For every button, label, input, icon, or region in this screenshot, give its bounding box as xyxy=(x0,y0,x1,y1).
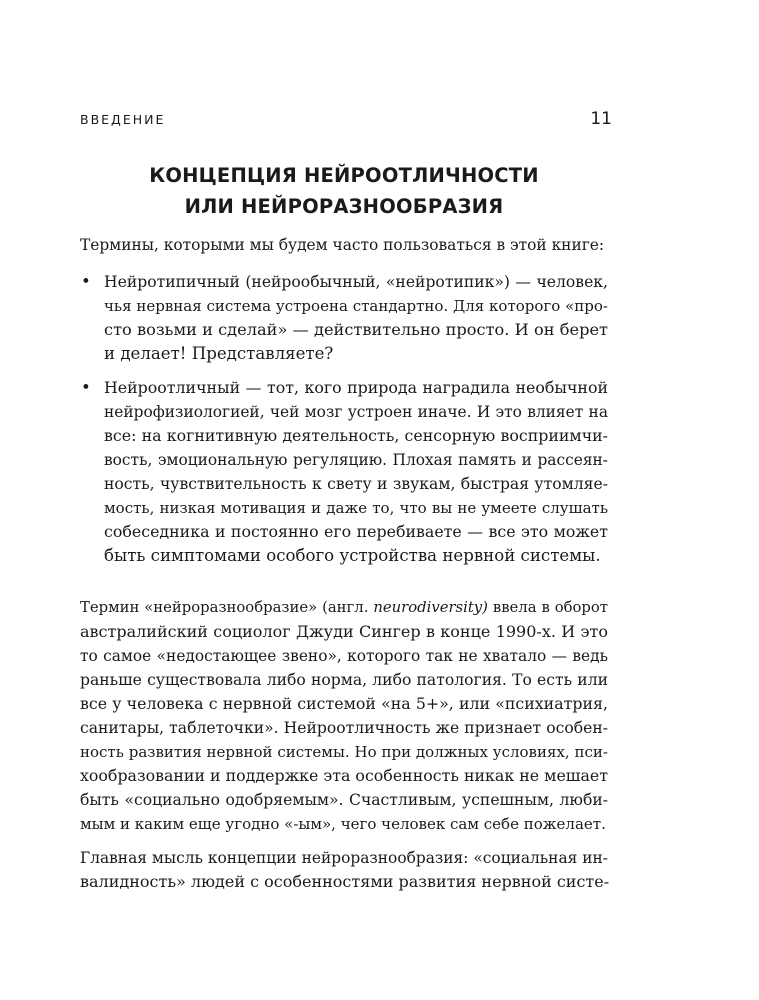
bullet-1-line: чья нервная система устроена стандартно. Для которого «про- xyxy=(104,297,608,315)
bullet-marker: • xyxy=(81,272,91,291)
bullet-2-line: Нейроотличный — тот, кого природа наградила необычной xyxy=(104,378,608,397)
paragraph-1-line: быть «социально одобряемым». Счастливым, успешным, люби- xyxy=(80,791,608,809)
chapter-title xyxy=(80,160,608,222)
paragraph-1-line: ность развития нервной системы. Но при должных условиях, пси- xyxy=(80,743,608,761)
paragraph-1-line: австралийский социолог Джуди Сингер в конце 1990-х. И это xyxy=(80,622,608,641)
paragraph-1-line xyxy=(80,596,608,620)
paragraph-1-line: раньше существовала либо норма, либо патология. То есть или xyxy=(80,671,608,689)
paragraph-1-line-start: Термин «нейроразнообразие» (англ. xyxy=(80,599,374,616)
bullet-2-line: собеседника и постоянно его перебиваете — все это может xyxy=(104,522,608,541)
bullet-2-line: ность, чувствительность к свету и звукам, быстрая утомляе- xyxy=(104,475,608,493)
paragraph-2-line: Главная мысль концепции нейроразнообразия: «социальная ин- xyxy=(80,849,608,867)
page-number: 11 xyxy=(590,109,612,129)
paragraph-1-line: все у человека с нервной системой «на 5+», или «психиатрия, xyxy=(80,694,608,713)
bullet-2-line: вость, эмоциональную регуляцию. Плохая память и рассеян- xyxy=(104,451,608,469)
bullet-1-line: Нейротипичный (нейрообычный, «нейротипик») — человек, xyxy=(104,273,608,291)
bullet-2-line: нейрофизиологией, чей мозг устроен иначе. И это влияет на xyxy=(104,403,608,421)
paragraph-1-line: хообразовании и поддержке эта особенность никак не мешает xyxy=(80,766,608,785)
paragraph-2-line: валидность» людей с особенностями развития нервной систе- xyxy=(80,872,610,891)
bullet-1-line: сто возьми и сделай» — действительно просто. И он берет xyxy=(104,320,608,339)
paragraph-1-line: санитары, таблеточки». Нейроотличность же признает особен- xyxy=(80,719,608,737)
bullet-marker: • xyxy=(81,378,91,397)
intro-line: Термины, которыми мы будем часто пользоваться в этой книге: xyxy=(80,236,605,254)
chapter-title-line-1: КОНЦЕПЦИЯ НЕЙРООТЛИЧНОСТИ xyxy=(149,164,539,187)
chapter-title-line-2: ИЛИ НЕЙРОРАЗНООБРАЗИЯ xyxy=(184,195,504,218)
bullet-2-line: мость, низкая мотивация и даже то, что вы не умеете слушать xyxy=(104,499,608,517)
bullet-1-line: и делает! Представляете? xyxy=(104,344,334,363)
neurodiversity-term: neurodiversity) xyxy=(373,599,488,616)
paragraph-1-line: то самое «недостающее звено», которого так не хватало — ведь xyxy=(80,647,608,665)
paragraph-1-line: мым и каким еще угодно «-ым», чего человек сам себе пожелает. xyxy=(80,815,606,833)
bullet-2-line: быть симптомами особого устройства нервной системы. xyxy=(104,546,601,565)
running-head: ВВЕДЕНИЕ xyxy=(80,112,166,127)
paragraph-1-line-end: ввела в оборот xyxy=(487,599,608,616)
bullet-2-line: все: на когнитивную деятельность, сенсорную восприимчи- xyxy=(104,426,608,445)
